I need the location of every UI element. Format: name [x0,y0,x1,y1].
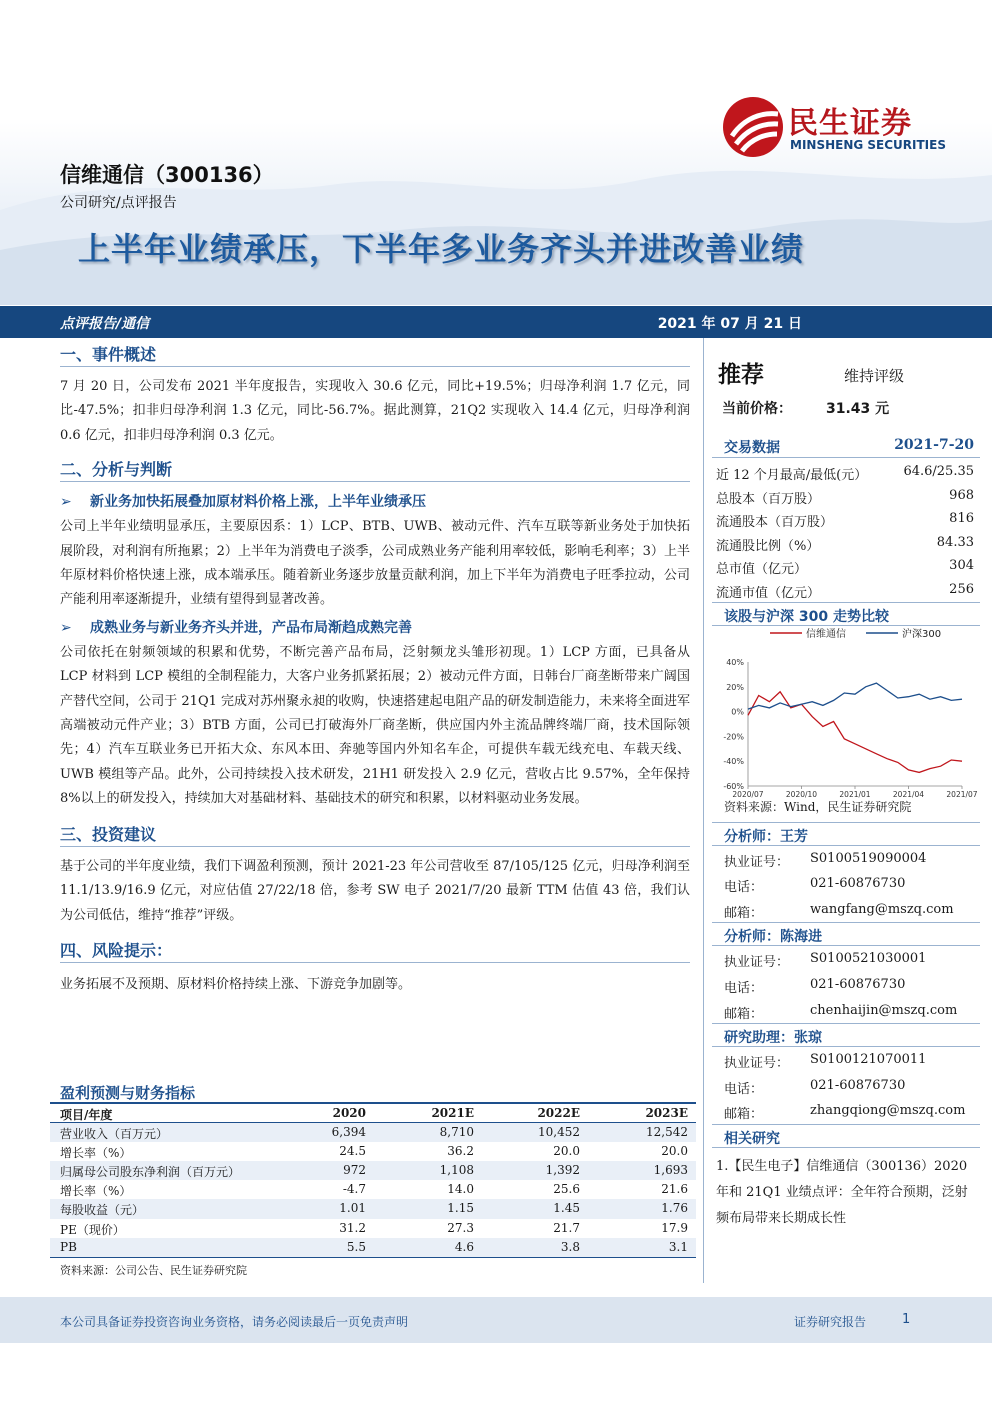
table-cell-value: 31.2 [339,1220,366,1235]
analyst-email[interactable]: zhangqiong@mszq.com [810,1103,966,1119]
report-date: 2021 年 07 月 21 日 [657,316,802,332]
chart-title: 该股与沪深 300 走势比较 [724,608,889,625]
trade-value: 256 [949,581,974,597]
table-cell-value: -4.7 [342,1182,366,1197]
table-cell-value: 21.6 [661,1182,688,1197]
related-title: 相关研究 [724,1130,780,1147]
analyst-value: S0100519090004 [810,850,927,866]
analysis-paragraph-2: 公司依托在射频领域的积累和优势，不断完善产品布局，泛射频龙头雏形初现。1）LCP 方面，已具备从 LCP 材料到 LCP 模组的全制程能力，大客户业务抓紧拓展；2）被动元件方面，日韩台厂商垄断带来广阔国产替代空间，公司于 21Q1 完成对苏州聚永昶的收购，快速搭建起电阻产品的研发制造能力，未来将全面进军高端被动元件产业；3）BTB 方面，公司已打破海外厂商垄断，供应国内外主流品牌终端厂商，技术国际领先；4）汽车互联业务已开拓大众、东风本田、奔驰等国内外知名车企，可提供车载无线充电、车载天线、UWB 模组等产品。此外，公司持续投入技术研发，21H1 研发投入 2.9 亿元，营收占比 9.57%，全年保持 8%以上的研发投入，持续加大对基础材料、基础技术的研究和积累，以材料驱动业务发展。 [60,644,690,807]
table-header-cell: 2023E [645,1106,688,1120]
brand-name-en: MINSHENG SECURITIES [790,138,946,152]
analysis-subheading-1 [60,489,690,515]
analyst-key: 电话： [724,1081,764,1097]
table-cell-value: 10,452 [538,1125,580,1140]
analyst-row [712,846,980,872]
table-cell-label: PE（现价） [60,1222,125,1237]
y-tick-label: 40% [726,657,744,667]
table-cell-value: 4.6 [454,1239,474,1254]
table-row [50,1161,696,1180]
company-title: 信维通信（300136） [60,163,274,187]
column-divider [703,338,704,1283]
table-cell-label: 每股收益（元） [60,1203,145,1218]
x-tick-label: 2021/07 [946,789,978,799]
price-label: 当前价格： [722,401,792,417]
overview-paragraph: 7 月 20 日，公司发布 2021 半年度报告，实现收入 30.6 亿元，同比+19.5%；归母净利润 1.7 亿元，同比-47.5%；扣非归母净利润 1.3 亿元，同比-56.7%。据此测算，21Q2 实现收入 14.4 亿元，归母净利润 0.6 亿元，扣非归母净利润 0.3 亿元。 [60,379,690,443]
trade-data-list [712,458,980,602]
table-header-cell: 项目/年度 [60,1108,113,1122]
trend-chart [712,626,980,799]
analyst-block-1 [712,822,980,923]
analyst-key: 执业证号： [724,854,790,870]
analyst-header [712,822,980,846]
analyst-row [712,897,980,923]
rating-box [712,342,980,434]
footer-disclaimer: 本公司具备证券投资咨询业务资格，请务必阅读最后一页免责声明 [60,1315,409,1329]
analyst-title: 研究助理：张琼 [724,1030,822,1047]
analysis-paragraph-1: 公司上半年业绩明显承压，主要原因系：1）LCP、BTB、UWB、被动元件、汽车互联等新业务处于加快拓展阶段，对利润有所拖累；2）上半年为消费电子淡季，公司成熟业务产能利用率较低，影响毛利率；3）上半年原材料价格快速上涨，成本端承压。随着新业务逐步放量贡献利润，加上下半年为消费电子旺季拉动，公司产能利用率逐渐提升，业绩有望得到显著改善。 [60,519,690,608]
analyst-value: 021-60876730 [810,976,906,992]
trade-row [712,507,980,531]
y-tick-label: 0% [731,707,744,717]
page-number: 1 [902,1312,911,1327]
table-header-row [50,1104,696,1123]
legend-label-index: 沪深300 [902,628,942,640]
analyst-row [712,1073,980,1099]
trade-row [712,460,980,484]
table-cell-value: 972 [343,1163,366,1178]
table-cell-label: 增长率（%） [60,1146,132,1161]
trade-key: 近 12 个月最高/最低(元） [716,468,868,483]
table-row [50,1123,696,1142]
x-tick-label: 2020/07 [732,789,764,799]
table-cell-label: 增长率（%） [60,1184,132,1199]
report-headline: 上半年业绩承压，下半年多业务齐头并进改善业绩 [78,230,805,268]
table-cell-value: 1.01 [339,1201,366,1216]
table-cell-label: PB [60,1239,77,1254]
y-tick-label: -60% [723,781,744,791]
table-cell-value: 1,392 [545,1163,580,1178]
analyst-value: 021-60876730 [810,1077,906,1093]
x-tick-label: 2021/04 [892,789,925,799]
report-type: 公司研究/点评报告 [60,195,177,211]
table-row [50,1238,696,1257]
analyst-key: 邮箱： [724,905,764,921]
related-header [712,1124,980,1148]
trade-key: 流通市值（亿元） [716,585,821,601]
trade-row [712,554,980,578]
analyst-key: 执业证号： [724,1056,790,1072]
analyst-key: 电话： [724,980,764,996]
table-cell-value: 20.0 [661,1144,688,1159]
rating-note: 维持评级 [844,367,905,385]
analyst-row [712,1047,980,1073]
risk-paragraph: 业务拓展不及预期、原材料价格持续上涨、下游竞争加剧等。 [60,976,412,992]
analyst-email[interactable]: wangfang@mszq.com [810,901,954,917]
table-row [50,1142,696,1161]
brand-logo-icon [722,96,784,158]
analyst-value: S0100521030001 [810,951,927,967]
x-tick-label: 2021/01 [839,789,871,799]
table-title: 盈利预测与财务指标 [50,1082,696,1104]
analyst-title: 分析师：陈海进 [724,929,822,946]
table-cell-value: 24.5 [339,1144,366,1159]
arrow-icon: ➢ [60,619,72,636]
table-cell-value: 6,394 [331,1125,366,1140]
section-title-investment: 三、投资建议 [60,822,690,847]
y-tick-label: 20% [726,682,744,692]
legend-label-stock: 信维通信 [806,628,846,640]
analyst-email[interactable]: chenhaijin@mszq.com [810,1002,958,1018]
section-title-analysis: 二、分析与判断 [60,457,690,482]
table-body [50,1123,696,1257]
table-cell-value: 8,710 [439,1125,474,1140]
analyst-block-3 [712,1023,980,1124]
trade-value: 304 [949,558,974,574]
table-cell-value: 1.15 [447,1201,474,1216]
section-title-overview: 一、事件概述 [60,342,690,367]
table-header-cell: 2021E [431,1106,474,1120]
analyst-row [712,946,980,972]
y-tick-label: -40% [723,756,744,766]
table-cell-value: 27.3 [447,1220,474,1235]
series-line-index [748,683,962,709]
footer [0,1297,992,1343]
analyst-row [712,972,980,998]
rating: 推荐 [718,362,764,388]
trade-value: 968 [949,487,974,503]
analyst-row [712,871,980,897]
trade-row [712,578,980,602]
series-line-stock [748,691,962,772]
trade-row [712,531,980,555]
table-cell-value: 3.1 [668,1239,688,1254]
chart-source: 资料来源：Wind，民生证券研究院 [724,799,912,814]
analyst-key: 邮箱： [724,1107,764,1123]
sidebar [712,342,980,1232]
table-cell-value: 36.2 [447,1144,474,1159]
trade-value: 84.33 [936,534,974,550]
table-cell-label: 营业收入（百万元） [60,1127,169,1142]
investment-paragraph: 基于公司的半年度业绩，我们下调盈利预测，预计 2021-23 年公司营收至 87/105/125 亿元，归母净利润至 11.1/13.9/16.9 亿元，对应估值 27/22/18 倍，参考 SW 电子 2021/7/20 最新 TTM 估值 43 倍，我们认为公司低估，维持“推荐”评级。 [60,858,690,923]
table-header-cell: 2022E [537,1106,580,1120]
analyst-key: 邮箱： [724,1006,764,1022]
trade-data-title: 交易数据 [724,440,780,456]
table-cell-value: 1,693 [653,1163,688,1178]
table-header-cell: 2020 [332,1106,366,1120]
trade-value: 64.6/25.35 [903,464,974,479]
trade-data-header [712,434,980,458]
y-tick-label: -20% [723,731,744,741]
related-link[interactable]: 1.【民生电子】信维通信（300136）2020 年和 21Q1 业绩点评：全年符合预期，泛射频布局带来长期成长性 [716,1158,968,1226]
arrow-icon: ➢ [60,494,72,511]
analyst-key: 执业证号： [724,955,790,971]
x-tick-label: 2020/10 [785,789,818,799]
analyst-value: S0100121070011 [810,1052,927,1068]
trade-key: 总市值（亿元） [716,562,808,578]
analysis-subheading-2-text: 成熟业务与新业务齐头并进，产品布局渐趋成熟完善 [90,619,412,636]
table-cell-value: 1,108 [439,1163,474,1178]
trade-row [712,484,980,508]
section-title-risk: 四、风险提示： [60,938,690,963]
price-value: 31.43 元 [826,401,890,417]
table-row [50,1199,696,1218]
brand-logo [722,96,962,160]
analyst-row [712,998,980,1024]
analysis-subheading-1-text: 新业务加快拓展叠加原材料价格上涨，上半年业绩承压 [90,494,426,511]
table-cell-value: 12,542 [646,1125,688,1140]
chart-header [712,602,980,626]
analyst-key: 电话： [724,880,764,896]
category-bar [0,306,992,338]
footer-label: 证券研究报告 [794,1315,867,1329]
analyst-block-2 [712,922,980,1023]
table-cell-value: 1.76 [661,1201,688,1216]
table-cell-value: 1.45 [553,1201,580,1216]
table-row [50,1219,696,1238]
analyst-value: 021-60876730 [810,876,906,892]
brand-name-cn: 民生证券 [788,106,912,141]
table-cell-value: 25.6 [553,1182,580,1197]
trade-key: 流通股比例（%） [716,538,820,554]
table-cell-value: 21.7 [553,1220,580,1235]
table-cell-value: 17.9 [661,1220,688,1235]
trade-key: 流通股本（百万股） [716,515,834,531]
trade-key: 总股本（百万股） [716,491,821,507]
trade-data-date: 2021-7-20 [894,437,974,453]
analyst-row [712,1098,980,1124]
trade-value: 816 [949,511,974,527]
table-cell-value: 5.5 [346,1239,366,1254]
analyst-header [712,1023,980,1047]
table-source: 资料来源：公司公告、民生证券研究院 [50,1257,696,1278]
analysis-subheading-2 [60,615,690,641]
table-cell-label: 归属母公司股东净利润（百万元） [60,1165,241,1180]
table-cell-value: 3.8 [560,1239,580,1254]
table-row [50,1180,696,1199]
forecast-table [50,1082,696,1278]
analyst-title: 分析师：王芳 [724,828,808,845]
table-cell-value: 14.0 [447,1182,474,1197]
category-label: 点评报告/通信 [60,316,150,332]
main-content [60,342,690,997]
analyst-header [712,922,980,946]
table-cell-value: 20.0 [553,1144,580,1159]
